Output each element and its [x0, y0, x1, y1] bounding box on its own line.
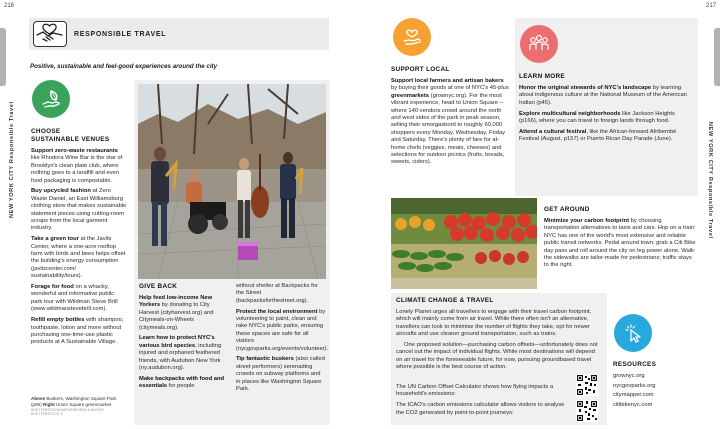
local-p1-bold2: greenmarkets: [391, 92, 430, 99]
local-section: [391, 66, 511, 170]
learn-p2-bold: Explore multicultural neighborhoods: [519, 110, 621, 117]
venues-paragraph: [31, 236, 127, 280]
giveback-section-col2: [236, 283, 329, 397]
left-thumb-tab: [0, 28, 6, 86]
photo-caption: [31, 396, 127, 416]
resource-link-citibike[interactable]: citibikenyc.com: [613, 401, 653, 408]
giveback-p1-text: by donating to City Harvest (cityharvest.org) and Citymeals-on-Wheels (citymeals.org).: [139, 302, 214, 331]
climate-heading: CLIMATE CHANGE & TRAVEL: [396, 297, 494, 304]
learn-paragraph: [519, 129, 693, 144]
venues-heading-line2: SUSTAINABLE VENUES: [31, 136, 110, 143]
giveback-col2-p1-text: by volunteering to paint, clean and rake NYC's public parks, ensuring these spaces are safe for all visitors (nycgovparks.org/events/volunteer).: [236, 308, 329, 352]
climate-p2: One proposed solution—purchasing carbon offsets—unfortunately does not cancel out the impact of individual flights. While most destinations will depend on air travel for the foreseeable future, for now, pursuing groundbased travel where possible is the best course of action.: [396, 342, 598, 371]
getaround-p1-text: by choosing transportation alternatives to taxis and cars. Hop on a train: NYC has one of the world's most extensive and reliable public transit networks. Pedal around town: grab a Citi Bike day pass and roll around the city on leg power alone. Walk: the sidewalks are tailor-made for pedestrians; traffic stays to the right.: [544, 218, 696, 269]
climate-p1: Lonely Planet urges all travellers to engage with their travel carbon footprint, which will mainly come from air travel. While there often isn't an alternative, travellers can look to minimise the number of flights they take, opt for newer aircrafts and use cleaner ground transportation, such as trains.: [396, 309, 592, 338]
greenmarket-photo: [391, 198, 537, 289]
green-leaf-hand-icon: [32, 80, 70, 118]
learn-p3-bold: Attend a cultural festival: [519, 128, 587, 135]
giveback-col2-p2-bold: Tip fantastic buskers: [236, 356, 294, 363]
giveback-p3-text: for people: [167, 383, 195, 390]
left-page-number: 216: [4, 3, 15, 9]
learn-p3-text: , like the African-forward Afribembé Festival (August, p157) or Puerto Rican Day Parade (June).: [519, 128, 677, 143]
climate-p3: The UN Carbon Offset Calculator shows how flying impacts a household's emissions:: [396, 384, 554, 398]
venues-paragraph: [31, 284, 127, 314]
right-thumb-tab: [714, 28, 720, 86]
climate-section: [396, 297, 602, 375]
local-p1-bold: Support local farmers and artisan bakers: [391, 78, 504, 84]
venues-p2-bold: Buy upcycled fashion: [31, 188, 91, 195]
venues-paragraph: [31, 317, 127, 347]
handshake-heart-icon: [33, 21, 67, 47]
photo-credit: SHUTTERSTOCK/NARUSHEVSKA & ALEXEY SHUTTERSTOCK ©: [31, 407, 105, 416]
right-running-title: NEW YORK CITY Responsible Travel: [707, 122, 713, 239]
climate-qr-texts: [396, 384, 572, 420]
local-paragraph: [391, 78, 511, 167]
giveback-heading: GIVE BACK: [139, 283, 178, 290]
giveback-paragraph: [139, 376, 231, 391]
people-group-icon: [520, 25, 558, 63]
giveback-paragraph: [139, 295, 231, 332]
learn-paragraph: [519, 85, 693, 107]
caption-right-label: Right: [43, 401, 55, 407]
section-header-label: RESPONSIBLE TRAVEL: [74, 31, 167, 38]
local-p1-text2: (grownyc.org). For the most vibrant experience, head to Union Square – where 140 vendors crowd around the north and west sides of the park in peak season, selling their smorgasbord to roughly 60,000 shoppers every Monday, Wednesday, Friday and Saturday. There's plenty of fare for at-home chefs (veggies, meats, cheeses) and selections for outdoor picnics (fruits, breads, sweets, ciders).: [391, 92, 506, 166]
venues-p4-bold: Forage for food: [31, 284, 74, 291]
heart-hand-icon: [393, 18, 431, 56]
venues-p4-text: on a whacky, wonderful and informative public park tour with Wildman Steve Brill (www.wildmanstevebrill.com).: [31, 284, 118, 313]
giveback-section: [139, 283, 231, 394]
giveback-p1-bold: Help feed low-income New Yorkers: [139, 295, 213, 309]
resource-link-grownyc[interactable]: grownyc.org: [613, 373, 645, 379]
giveback-p2-bold: Learn how to protect NYC's various bird species: [139, 335, 215, 349]
caption-above-label: Above: [31, 396, 46, 401]
learn-p1-bold: Honor the original stewards of NYC's landscape: [519, 85, 652, 91]
venues-p5-bold: Refill empty bottles: [31, 317, 85, 324]
learn-p2-text: like Jackson Heights (p166), where you can travel to foreign lands through food.: [519, 110, 675, 125]
resource-link-citymapper[interactable]: citymapper.com: [613, 392, 654, 398]
venues-p3-bold: Take a green tour: [31, 236, 79, 243]
buskers-photo: [138, 84, 326, 279]
intro-text: Positive, sustainable and feel-good experiences around the city: [30, 63, 218, 70]
giveback-col2-p2-text: (also called street performers) serenading crowds on subway platforms and in places like Washington Square Park.: [236, 356, 325, 393]
venues-p3-text: at the Javits Center, where a one-acre rooftop farm with birds and bees helps offset the building's energy consumption (javitzcenter.com/ sustainability/tours).: [31, 236, 126, 280]
learn-section: [519, 73, 693, 147]
climate-p4: The ICAO's carbon emissions calculator allows visitors to analyse the CO2 generated by point-to-point journeys:: [396, 402, 565, 416]
venues-p5-text: with shampoo, toothpaste, lotion and more without purchasing one-time-use plastic products at A Sustainable Village.: [31, 317, 124, 346]
getaround-heading: GET AROUND: [544, 206, 590, 213]
giveback-paragraph: [139, 335, 231, 372]
giveback-p3-bold: Make backpacks with food and essentials: [139, 375, 225, 390]
resources-heading: RESOURCES: [613, 361, 657, 368]
learn-paragraph: [519, 111, 693, 126]
resources-section: [613, 361, 703, 410]
venues-paragraph: [31, 188, 127, 232]
giveback-p2-text: , including injured and orphaned feathered friends, with Audubon New York (ny.audubon.org).: [139, 342, 222, 372]
right-page-number: 217: [705, 3, 716, 9]
caption-right-text: Union Square greenmarket: [54, 401, 112, 407]
venues-section: [31, 128, 127, 350]
giveback-paragraph: [236, 356, 326, 393]
resource-link-nycgovparks[interactable]: nycgovparks.org: [613, 382, 656, 389]
getaround-p1-bold: Minimize your carbon footprint: [544, 218, 630, 224]
venues-heading: [31, 128, 127, 144]
venues-paragraph: [31, 148, 127, 185]
giveback-col2-p1-bold: Protect the local environment: [236, 308, 318, 315]
learn-p1-text: by learning about indigenous culture at the National Museum of the American Indian (p45).: [519, 85, 687, 106]
local-heading: SUPPORT LOCAL: [391, 66, 450, 73]
cursor-click-icon: [614, 314, 652, 352]
venues-heading-line1: CHOOSE: [31, 128, 61, 135]
caption-above-text: Buskers, Washington Square Park (p85): [31, 396, 117, 407]
un-calculator-qr-code[interactable]: [576, 374, 598, 396]
giveback-paragraph: [236, 308, 329, 353]
venues-p1-bold: Support zero-waste restaurants: [31, 148, 118, 154]
giveback-col2-p0: without shelter at Backpacks for the Street (backpacksforthestreet.org).: [236, 283, 318, 304]
getaround-paragraph: [544, 218, 696, 270]
getaround-section: [544, 206, 696, 273]
venues-p2-text: at Zero Waste Daniel, an East Williamsburg clothing store that makes sustainable statement pieces using cutting-room scraps from the local garment industry.: [31, 188, 127, 232]
learn-heading: LEARN MORE: [519, 73, 565, 80]
icao-calculator-qr-code[interactable]: [576, 400, 598, 422]
venues-p1-text: like Rhodora Wine Bar is the star of Brooklyn's clean plate club, where nothing goes to a landfill and even food packaging is compostable.: [31, 155, 123, 184]
local-p1-text: by buying their goods at one of NYC's 45-plus: [391, 85, 509, 92]
left-running-title: NEW YORK CITY Responsible Travel: [9, 101, 15, 218]
